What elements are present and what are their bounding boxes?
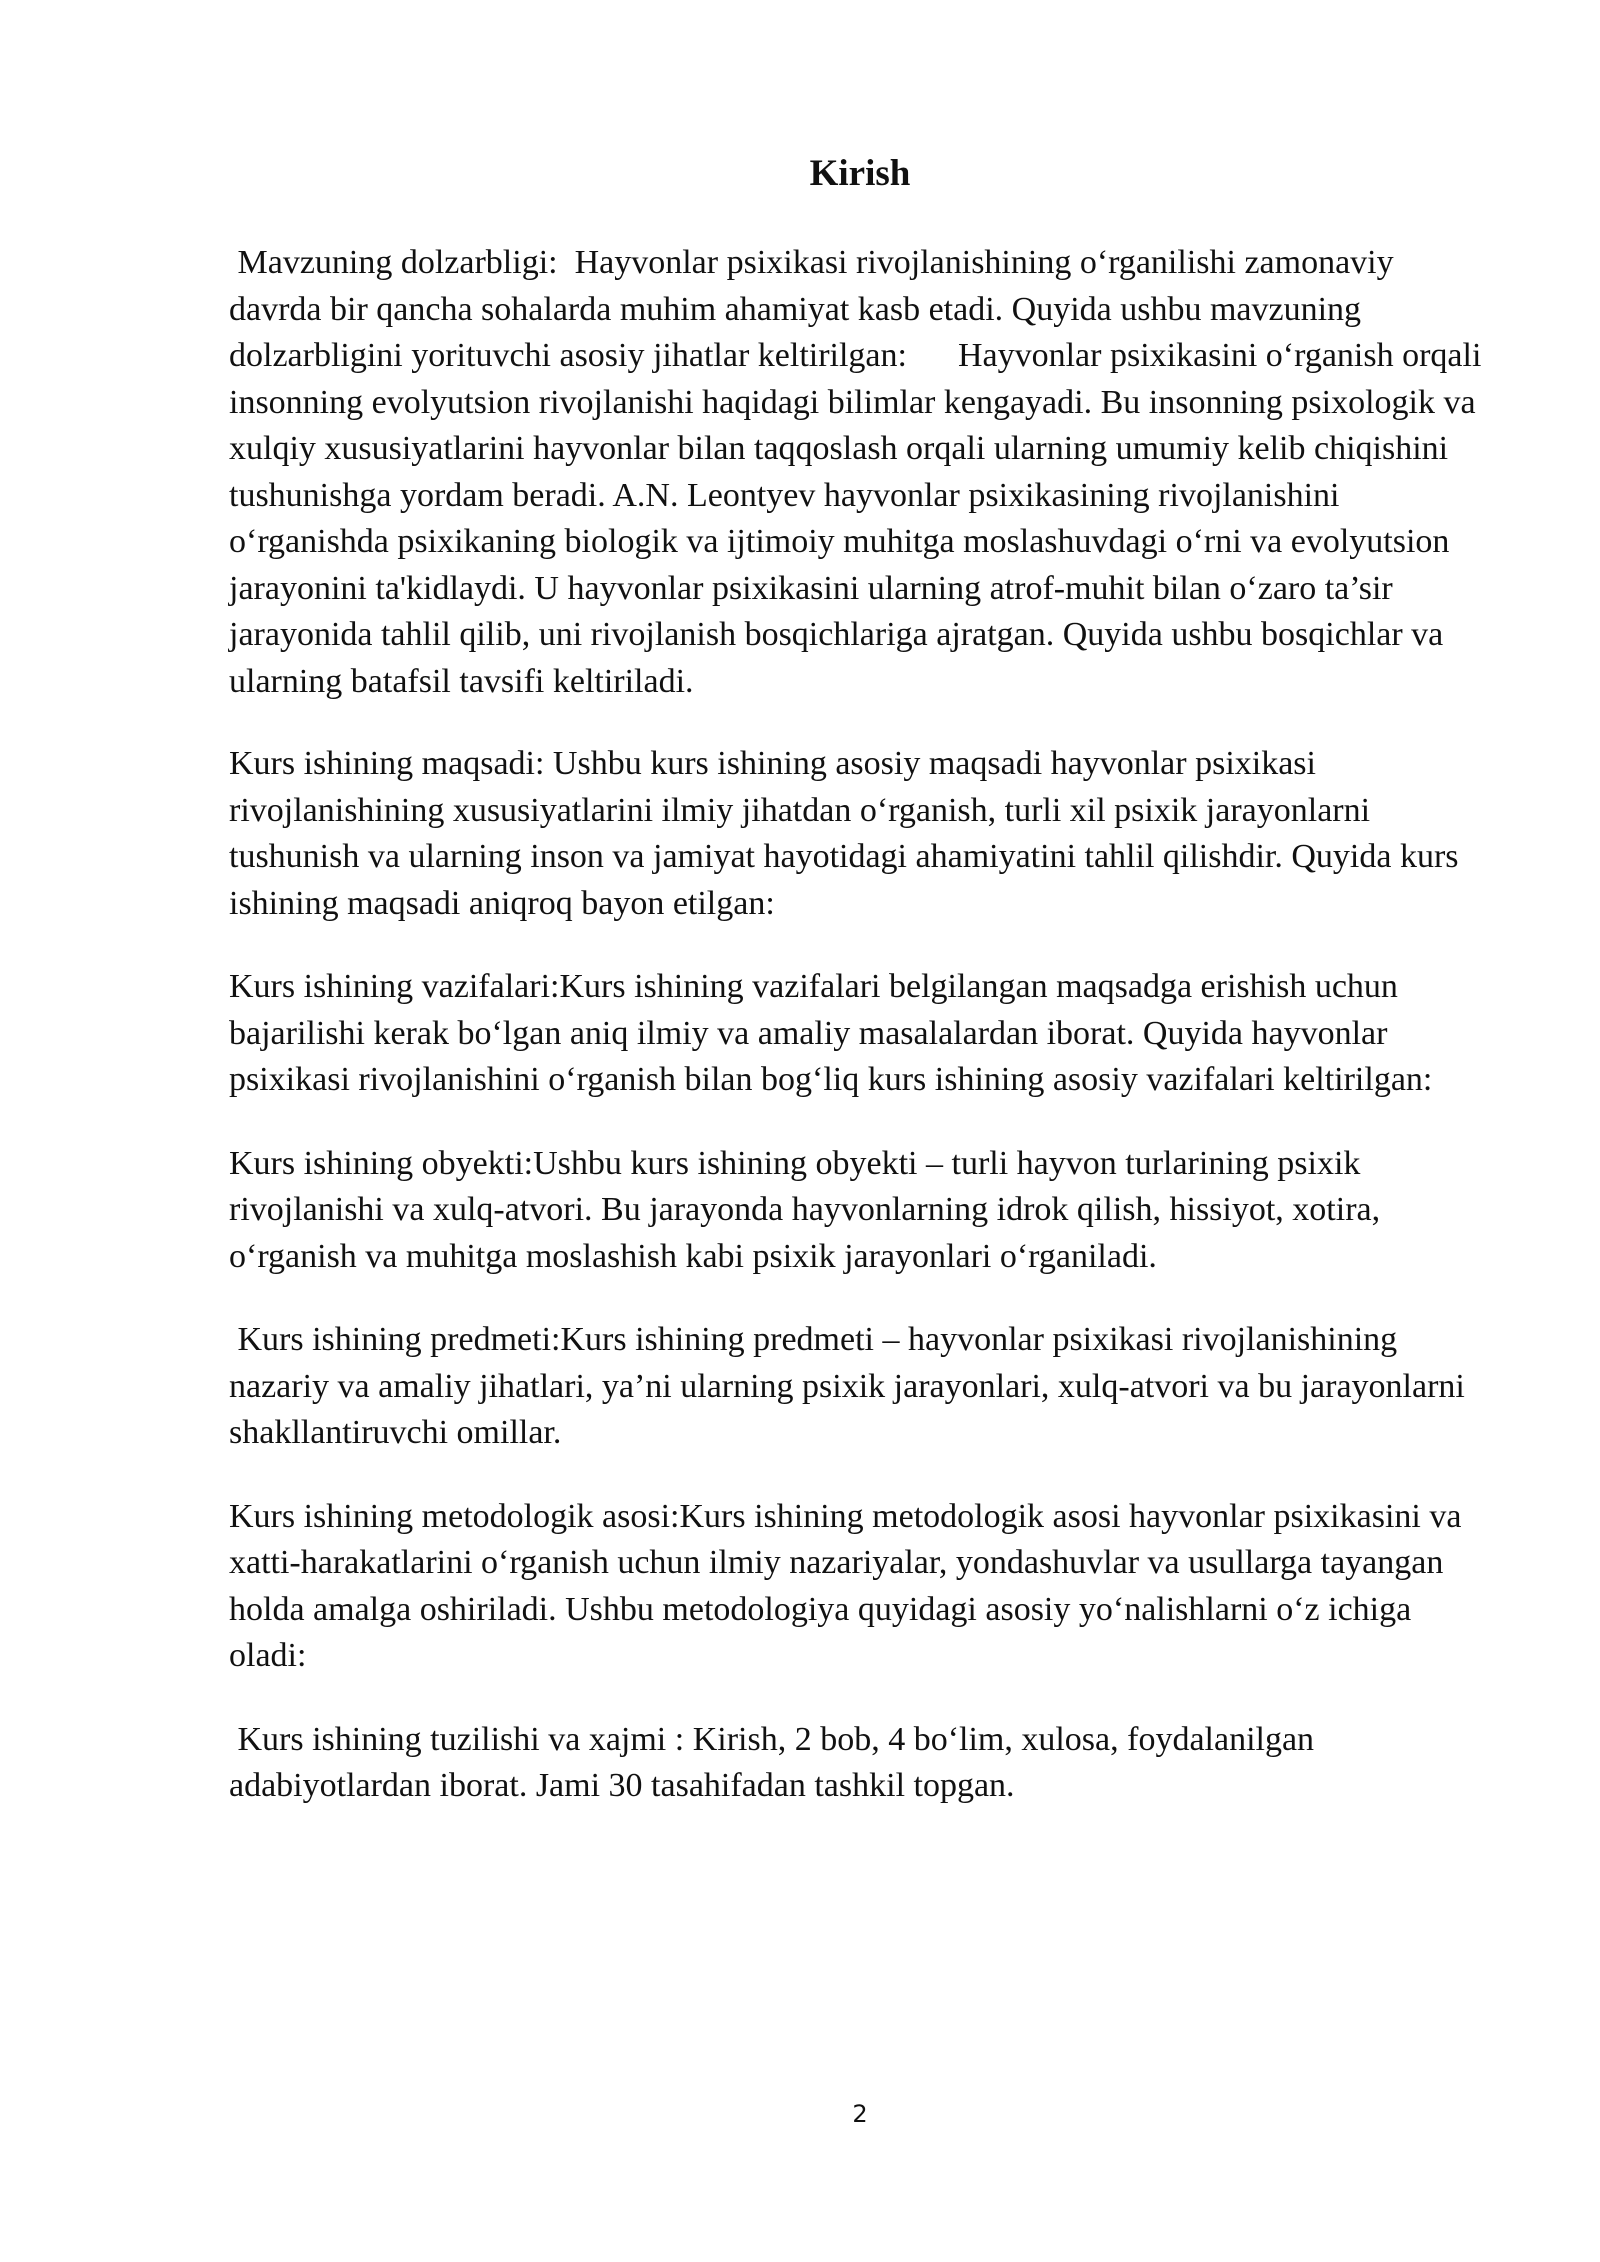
paragraph-tasks: Kurs ishining vazifalari:Kurs ishining vazifalari belgilangan maqsadga erishish uchun bajarilishi kerak boʻlgan aniq ilmiy va amaliy masalalardan iborat. Quyida hayvonlar psixikasi rivojlanishini oʻrganish bilan bogʻliq kurs ishining asosiy vazifalari keltirilgan: xyxy=(229,968,1433,1098)
document-body xyxy=(229,240,1494,1847)
paragraph-object: Kurs ishining obyekti:Ushbu kurs ishining obyekti – turli hayvon turlarining psixik rivojlanishi va xulq-atvori. Bu jarayonda hayvonlarning idrok qilish, hissiyot, xotira, oʻrganish va muhitga moslashish kabi psixik jarayonlari oʻrganiladi. xyxy=(229,1144,1381,1275)
paragraph-methodology: Kurs ishining metodologik asosi:Kurs ishining metodologik asosi hayvonlar psixikasini va xatti-harakatlarini oʻrganish uchun ilmiy nazariyalar, yondashuvlar va usullarga tayangan holda amalga oshiriladi. Ushbu metodologiya quyidagi asosiy yoʻnalishlarni oʻz ichiga oladi: xyxy=(229,1497,1462,1674)
page-title: Kirish xyxy=(809,153,911,194)
paragraph-relevance: Mavzuning dolzarbligi: Hayvonlar psixikasi rivojlanishining oʻrganilishi zamonaviy davrda bir qancha sohalarda muhim ahamiyat kasb etadi. Quyida ushbu mavzuning dolzarbligini yorituvchi asosiy jihatlar keltirilgan: Hayvonlar psixikasini oʻrganish orqali insonning evolyutsion rivojlanishi haqidagi bilimlar kengayadi. Bu insonning psixologik va xulqiy xususiyatlarini hayvonlar bilan taqqoslash orqali ularning umumiy kelib chiqishini tushunishga yordam beradi. A.N. Leontyev hayvonlar psixikasining rivojlanishini oʻrganishda psixikaning biologik va ijtimoiy muhitga moslashuvdagi oʻrni va evolyutsion jarayonini ta'kidlaydi. U hayvonlar psixikasini ularning atrof-muhit bilan oʻzaro ta’sir jarayonida tahlil qilib, uni rivojlanish bosqichlariga ajratgan. Quyida ushbu bosqichlar va ularning batafsil tavsifi keltiriladi. xyxy=(229,244,1490,700)
page-number: 2 xyxy=(852,2100,868,2128)
paragraph-goal: Kurs ishining maqsadi: Ushbu kurs ishining asosiy maqsadi hayvonlar psixikasi rivojlanishining xususiyatlarini ilmiy jihatdan oʻrganish, turli xil psixik jarayonlarni tushunish va ularning inson va jamiyat hayotidagi ahamiyatini tahlil qilishdir. Quyida kurs ishining maqsadi aniqroq bayon etilgan: xyxy=(229,745,1459,922)
paragraph-subject: Kurs ishining predmeti:Kurs ishining predmeti – hayvonlar psixikasi rivojlanishining nazariy va amaliy jihatlari, ya’ni ularning psixik jarayonlari, xulq-atvori va bu jarayonlarni shakllantiruvchi omillar. xyxy=(229,1321,1474,1451)
paragraph-structure: Kurs ishining tuzilishi va xajmi : Kirish, 2 bob, 4 boʻlim, xulosa, foydalanilgan adabiyotlardan iborat. Jami 30 tasahifadan tashkil topgan. xyxy=(229,1720,1323,1804)
